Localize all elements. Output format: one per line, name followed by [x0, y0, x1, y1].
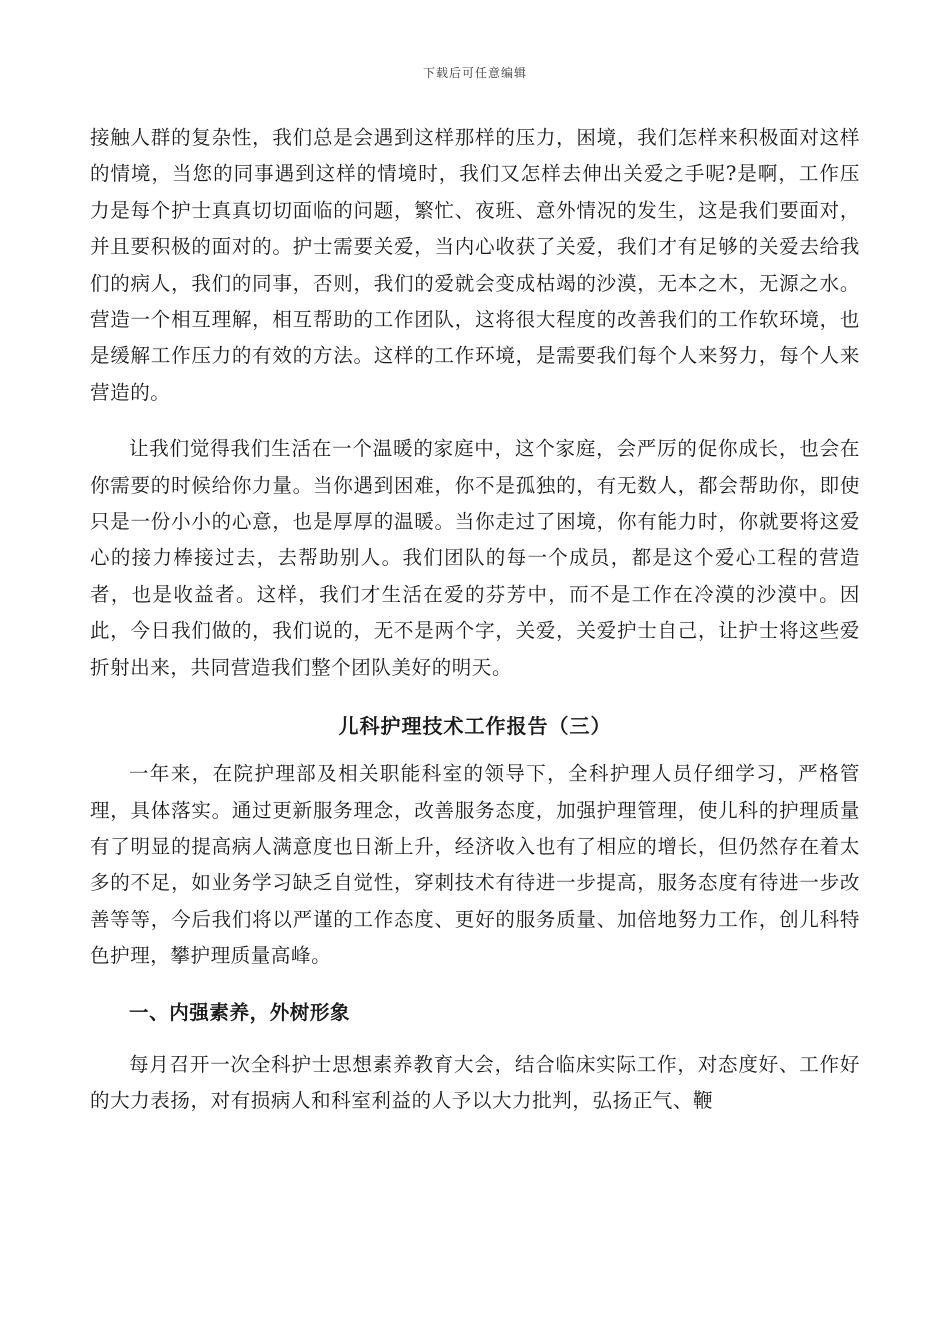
paragraph-2: 让我们觉得我们生活在一个温暖的家庭中，这个家庭，会严厉的促你成长，也会在你需要的时候给你力量。当你遇到困难，你不是孤独的，有无数人，都会帮助你，即使只是一份小小的心意，也是厚厚的温暖。当你走过了困境，你有能力时，你就要将这爱心的接力棒接过去，去帮助别人。我们团队的每一个成员，都是这个爱心工程的营造者，也是收益者。这样，我们才生活在爱的芬芳中，而不是工作在冷漠的沙漠中。因此，今日我们做的，我们说的，无不是两个字，关爱，关爱护士自己，让护士将这些爱折射出来，共同营造我们整个团队美好的明天。 [90, 437, 860, 679]
report-title: 儿科护理技术工作报告（三） [338, 714, 612, 739]
paragraph-4: 每月召开一次全科护士思想素养教育大会，结合临床实际工作，对态度好、工作好的大力表扬，对有损病人和科室利益的人予以大力批判，弘扬正气、鞭 [90, 1052, 860, 1112]
paragraph-3: 一年来，在院护理部及相关职能科室的领导下，全科护理人员仔细学习，严格管理，具体落实。通过更新服务理念，改善服务态度，加强护理管理，使儿科的护理质量有了明显的提高病人满意度也日渐上升，经济收入也有了相应的增长，但仍然存在着太多的不足，如业务学习缺乏自觉性，穿刺技术有待进一步提高，服务态度有待进一步改善等等，今后我们将以严谨的工作态度、更好的服务质量、加倍地努力工作，创儿科特色护理，攀护理质量高峰。 [90, 762, 860, 968]
document-body [90, 120, 860, 1119]
paragraph-1: 接触人群的复杂性，我们总是会遇到这样那样的压力，困境，我们怎样来积极面对这样的情境，当您的同事遇到这样的情境时，我们又怎样去伸出关爱之手呢?是啊，工作压力是每个护士真真切切面临的问题，繁忙、夜班、意外情况的发生，这是我们要面对，并且要积极的面对的。护士需要关爱，当内心收获了关爱，我们才有足够的关爱去给我们的病人，我们的同事，否则，我们的爱就会变成枯竭的沙漠，无本之木，无源之水。营造一个相互理解，相互帮助的工作团队，这将很大程度的改善我们的工作软环境，也是缓解工作压力的有效的方法。这样的工作环境，是需要我们每个人来努力，每个人来营造的。 [90, 126, 860, 404]
section-heading-1: 一、内强素养，外树形象 [129, 1000, 351, 1024]
header-note: 下载后可任意编辑 [422, 66, 527, 80]
